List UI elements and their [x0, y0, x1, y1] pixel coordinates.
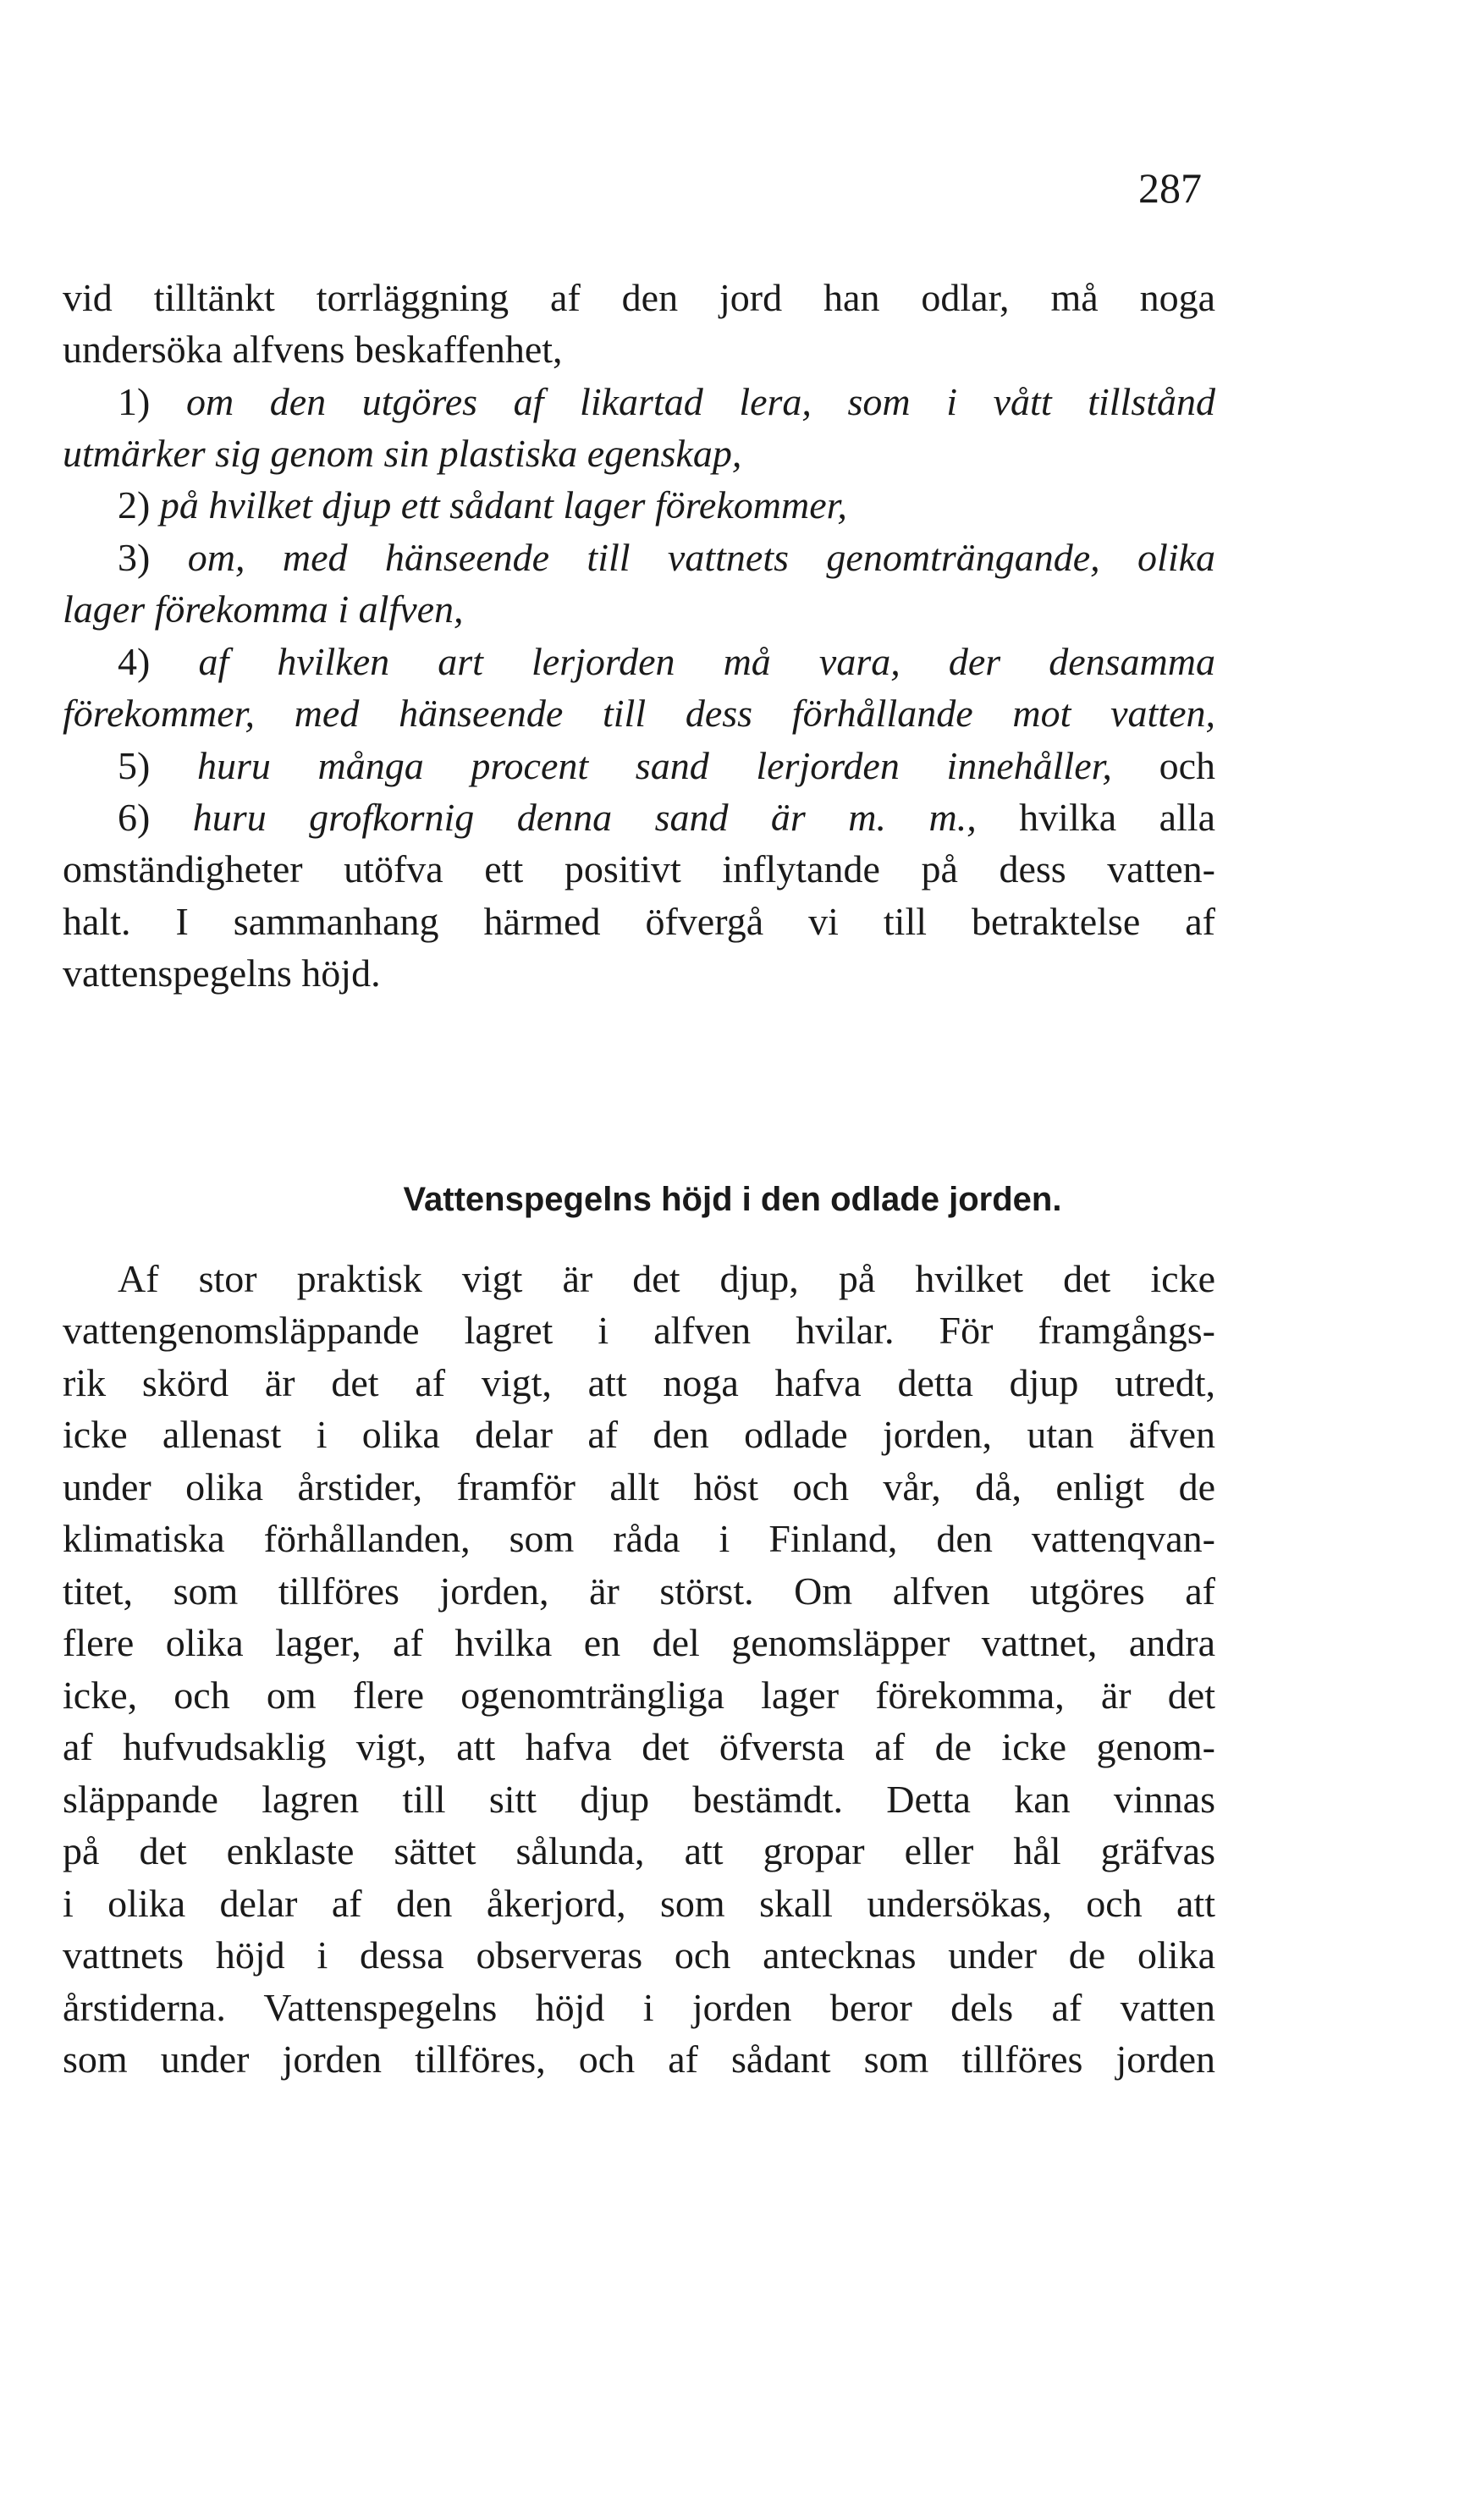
list-item-5-line-1 — [118, 742, 1215, 790]
page-number: 287 — [1138, 164, 1202, 212]
body-line: vattnets höjd i dessa observeras och antecknas under de olika — [63, 1933, 1215, 1977]
list-item-2-text-a: på hvilket djup ett sådant lager förekommer, — [159, 483, 847, 527]
list-item-1-line-1 — [118, 378, 1215, 426]
body-line: klimatiska förhållanden, som råda i Finland, den vattenqvan- — [63, 1517, 1215, 1560]
body-line: af hufvudsaklig vigt, att hafva det öfversta af de icke genom- — [63, 1725, 1215, 1768]
list-item-5-tail: och — [1159, 744, 1215, 787]
list-item-4-line-2: förekommer, med hänseende till dess förhållande mot vatten, — [63, 692, 1215, 735]
list-item-1-line-2: utmärker sig genom sin plastiska egenskap, — [63, 432, 742, 475]
body-line: icke allenast i olika delar af den odlade jorden, utan äfven — [63, 1413, 1215, 1456]
body-line: som under jorden tillföres, och af sådant som tillföres jorden — [63, 2038, 1215, 2081]
list-item-1-text-a: om den utgöres af likartad lera, som i vått tillstånd — [185, 380, 1215, 423]
list-item-2-line-1 — [118, 482, 1215, 529]
body-line: under olika årstider, framför allt höst och vår, då, enligt de — [63, 1465, 1215, 1508]
intro-line-1: vid tilltänkt torrläggning af den jord han odlar, må noga — [63, 276, 1215, 319]
list-item-4-line-1 — [118, 638, 1215, 686]
list-item-3-text-a: om, med hänseende till vattnets genomträngande, olika — [187, 536, 1215, 579]
intro-line-2: undersöka alfvens beskaffenhet, — [63, 328, 563, 371]
list-item-5-number: 5) — [118, 744, 151, 787]
body-line: i olika delar af den åkerjord, som skall undersökas, och att — [63, 1882, 1215, 1925]
body-line: på det enklaste sättet sålunda, att gropar eller hål gräfvas — [63, 1829, 1215, 1872]
paragraph-line: halt. I sammanhang härmed öfvergå vi till betraktelse af — [63, 900, 1215, 943]
list-item-6-line-1 — [118, 794, 1215, 841]
body-line: årstiderna. Vattenspegelns höjd i jorden beror dels af vatten — [63, 1986, 1215, 2029]
list-item-1-number: 1) — [118, 380, 151, 423]
list-item-2-number: 2) — [118, 483, 151, 527]
paragraph-line: vattenspegelns höjd. — [63, 951, 381, 995]
body-line: vattengenomsläppande lagret i alfven hvilar. För framgångs- — [63, 1309, 1215, 1352]
list-item-5-text: huru många procent sand lerjorden innehåller, — [196, 744, 1112, 787]
body-line: flere olika lager, af hvilka en del genomsläpper vattnet, andra — [63, 1621, 1215, 1664]
list-item-4-text-a: af hvilken art lerjorden må vara, der densamma — [198, 640, 1215, 683]
body-line: rik skörd är det af vigt, att noga hafva detta djup utredt, — [63, 1361, 1215, 1404]
list-item-3-line-2: lager förekomma i alfven, — [63, 587, 464, 631]
paragraph-line: omständigheter utöfva ett positivt inflytande på dess vatten- — [63, 847, 1215, 891]
body-line: Af stor praktisk vigt är det djup, på hvilket det icke — [118, 1257, 1215, 1300]
section-heading: Vattenspegelns höjd i den odlade jorden. — [403, 1181, 1062, 1218]
body-line: titet, som tillföres jorden, är störst. Om alfven utgöres af — [63, 1569, 1215, 1613]
list-item-3-line-1 — [118, 534, 1215, 582]
body-line: släppande lagren till sitt djup bestämdt. Detta kan vinnas — [63, 1778, 1215, 1821]
list-item-6-tail: hvilka alla — [1019, 796, 1215, 839]
list-item-4-number: 4) — [118, 640, 151, 683]
list-item-3-number: 3) — [118, 536, 151, 579]
body-line: icke, och om flere ogenomträngliga lager förekomma, är det — [63, 1674, 1215, 1717]
list-item-6-text: huru grofkornig denna sand är m. m., — [192, 796, 977, 839]
list-item-6-number: 6) — [118, 796, 151, 839]
